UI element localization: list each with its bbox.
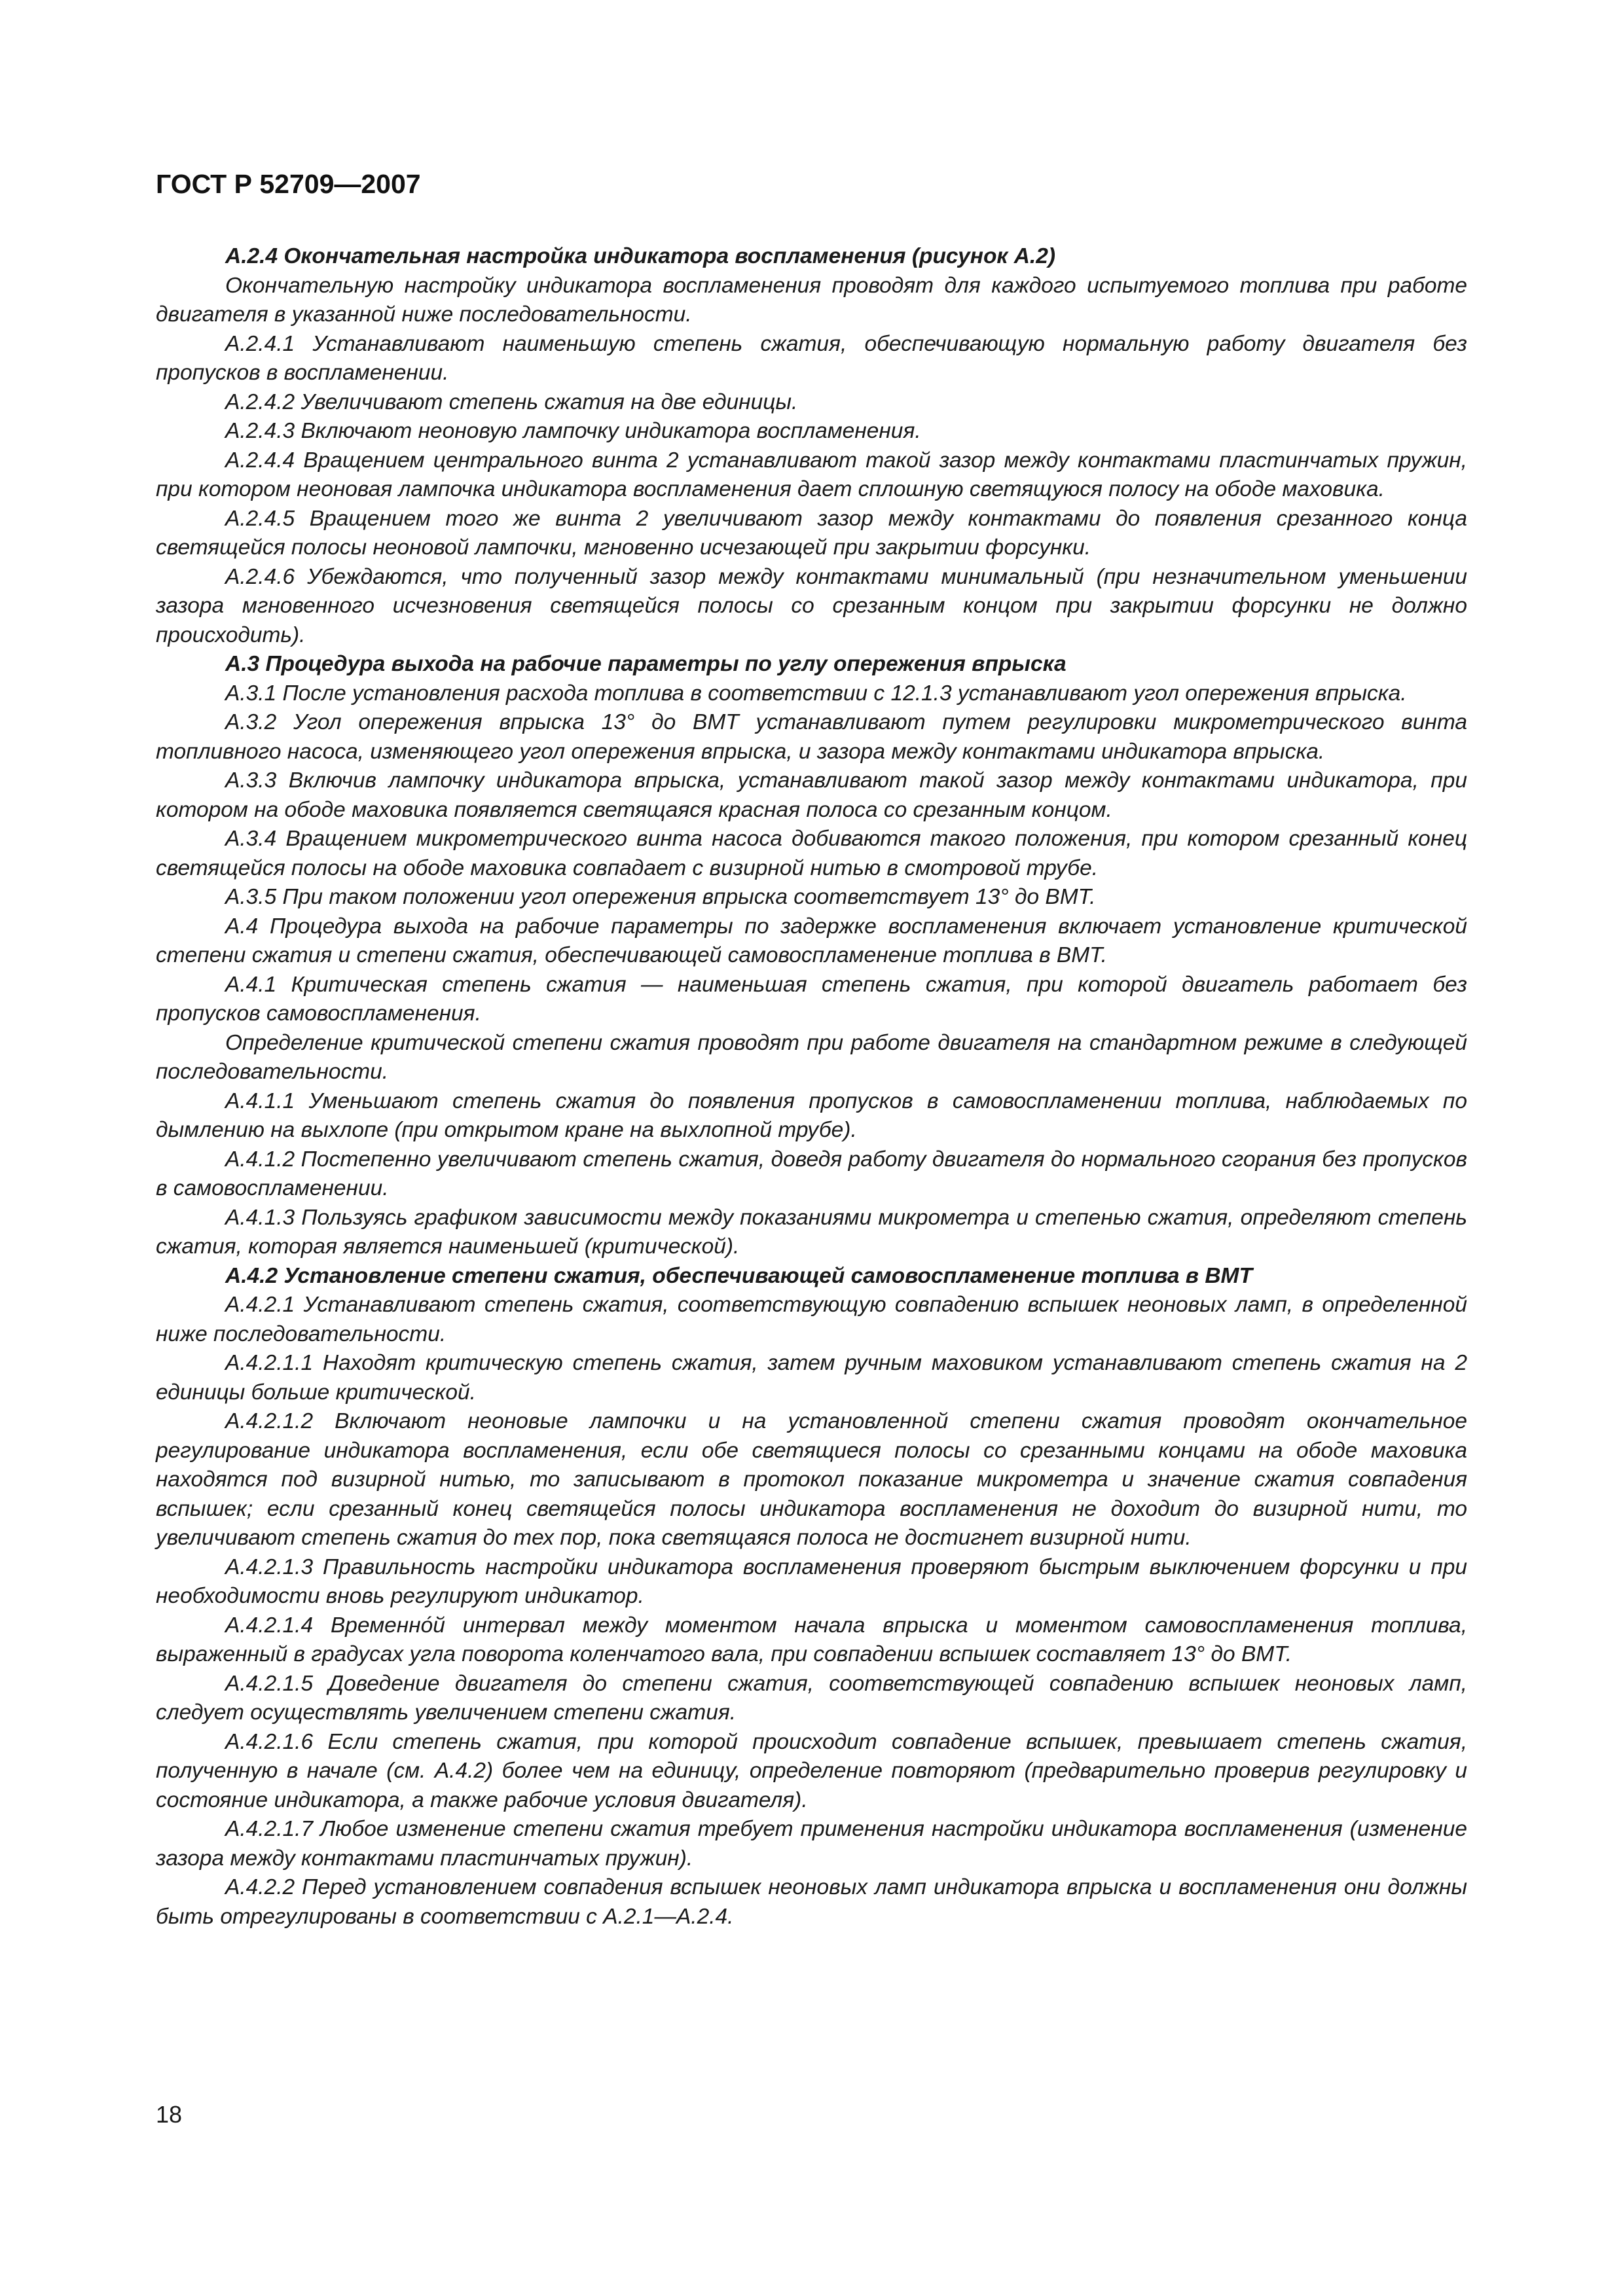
body-paragraph: А.3.1 После установления расхода топлива в соответствии с 12.1.3 устанавливают угол опережения впрыска.	[225, 681, 1407, 706]
body-paragraph: А.4.2.1.2 Включают неоновые лампочки и на установленной степени сжатия проводят окончательное регулирование индикатора воспламенения, если обе светящиеся полосы со срезанными концами на ободе маховика находятся под визирной нитью, то записывают в протокол показание микрометра и значение сжатия совпадения вспышек; если срезанный конец светящейся полосы индикатора воспламенения не доходит до визирной нити, то увеличивают степень сжатия до тех пор, пока светящаяся полоса не достигнет визирной нити.	[156, 1409, 1467, 1550]
body-paragraph: А.4.2.1.3 Правильность настройки индикатора воспламенения проверяют быстрым выключением форсунки и при необходимости вновь регулируют индикатор.	[156, 1554, 1467, 1608]
body-paragraph: А.4.2.1.6 Если степень сжатия, при которой происходит совпадение вспышек, превышает степень сжатия, полученную в начале (см. А.4.2) более чем на единицу, определение повторяют (предварительно проверив регулировку и состояние индикатора, а также рабочие условия двигателя).	[156, 1729, 1467, 1812]
body-paragraph: А.4 Процедура выхода на рабочие параметры по задержке воспламенения включает установление критической степени сжатия и степени сжатия, обеспечивающей самовоспламенение топлива в ВМТ.	[156, 914, 1467, 967]
section-heading: А.4.2 Установление степени сжатия, обеспечивающей самовоспламенение топлива в ВМТ	[225, 1263, 1252, 1288]
body-paragraph: А.4.2.1.4 Временно́й интервал между моментом начала впрыска и моментом самовоспламенения топлива, выраженный в градусах угла поворота коленчатого вала, при совпадении вспышек составляет 13° до ВМТ.	[156, 1613, 1467, 1666]
body-paragraph: А.4.1.2 Постепенно увеличивают степень сжатия, доведя работу двигателя до нормального сгорания без пропусков в самовоспламенении.	[156, 1147, 1467, 1200]
body-paragraph: А.2.4.1 Устанавливают наименьшую степень сжатия, обеспечивающую нормальную работу двигателя без пропусков в воспламенении.	[156, 331, 1467, 385]
body-paragraph: А.3.5 При таком положении угол опережения впрыска соответствует 13° до ВМТ.	[225, 885, 1096, 909]
body-paragraph: А.2.4.3 Включают неоновую лампочку индикатора воспламенения.	[225, 419, 921, 443]
body-paragraph: Определение критической степени сжатия проводят при работе двигателя на стандартном режиме в следующей последовательности.	[156, 1030, 1467, 1084]
body-paragraph: А.4.1.1 Уменьшают степень сжатия до появления пропусков в самовоспламенении топлива, наблюдаемых по дымлению на выхлопе (при открытом кране на выхлопной трубе).	[156, 1088, 1467, 1142]
body-paragraph: Окончательную настройку индикатора воспламенения проводят для каждого испытуемого топлива при работе двигателя в указанной ниже последовательности.	[156, 273, 1467, 327]
body-paragraph: А.3.4 Вращением микрометрического винта насоса добиваются такого положения, при котором срезанный конец светящейся полосы на ободе маховика совпадает с визирной нитью в смотровой трубе.	[156, 827, 1467, 880]
section-heading: А.3 Процедура выхода на рабочие параметры по углу опережения впрыска	[225, 652, 1067, 676]
document-body	[156, 242, 1467, 1931]
body-paragraph: А.3.3 Включив лампочку индикатора впрыска, устанавливают такой зазор между контактами индикатора, при котором на ободе маховика появляется светящаяся красная полоса со срезанным концом.	[156, 768, 1467, 822]
body-paragraph: А.2.4.4 Вращением центрального винта 2 устанавливают такой зазор между контактами пластинчатых пружин, при котором неоновая лампочка индикатора воспламенения дает сплошную светящуюся полосу на ободе маховика.	[156, 448, 1467, 501]
document-code-header: ГОСТ Р 52709—2007	[156, 169, 421, 199]
page-number: 18	[156, 2101, 183, 2128]
body-paragraph: А.4.2.1 Устанавливают степень сжатия, соответствующую совпадению вспышек неоновых ламп, в определенной ниже последовательности.	[156, 1293, 1467, 1346]
body-paragraph: А.4.2.1.5 Доведение двигателя до степени сжатия, соответствующей совпадению вспышек неоновых ламп, следует осуществлять увеличением степени сжатия.	[156, 1671, 1467, 1725]
body-paragraph: А.3.2 Угол опережения впрыска 13° до ВМТ устанавливают путем регулировки микрометрического винта топливного насоса, изменяющего угол опережения впрыска, и зазора между контактами индикатора впрыска.	[156, 710, 1467, 764]
body-paragraph: А.2.4.5 Вращением того же винта 2 увеличивают зазор между контактами до появления срезанного конца светящейся полосы неоновой лампочки, мгновенно исчезающей при закрытии форсунки.	[156, 506, 1467, 560]
body-paragraph: А.2.4.6 Убеждаются, что полученный зазор между контактами минимальный (при незначительном уменьшении зазора мгновенного исчезновения светящейся полосы со срезанным концом при закрытии форсунки не должно происходить).	[156, 564, 1467, 647]
body-paragraph: А.4.2.2 Перед установлением совпадения вспышек неоновых ламп индикатора впрыска и воспламенения они должны быть отрегулированы в соответствии с А.2.1—А.2.4.	[156, 1875, 1467, 1929]
section-heading: А.2.4 Окончательная настройка индикатора воспламенения (рисунок А.2)	[225, 244, 1055, 268]
body-paragraph: А.2.4.2 Увеличивают степень сжатия на две единицы.	[225, 389, 798, 414]
body-paragraph: А.4.1.3 Пользуясь графиком зависимости между показаниями микрометра и степенью сжатия, определяют степень сжатия, которая является наименьшей (критической).	[156, 1205, 1467, 1259]
body-paragraph: А.4.2.1.1 Находят критическую степень сжатия, затем ручным маховиком устанавливают степень сжатия на 2 единицы больше критической.	[156, 1351, 1467, 1405]
body-paragraph: А.4.1 Критическая степень сжатия — наименьшая степень сжатия, при которой двигатель работает без пропусков самовоспламенения.	[156, 972, 1467, 1026]
body-paragraph: А.4.2.1.7 Любое изменение степени сжатия требует применения настройки индикатора воспламенения (изменение зазора между контактами пластинчатых пружин).	[156, 1817, 1467, 1871]
